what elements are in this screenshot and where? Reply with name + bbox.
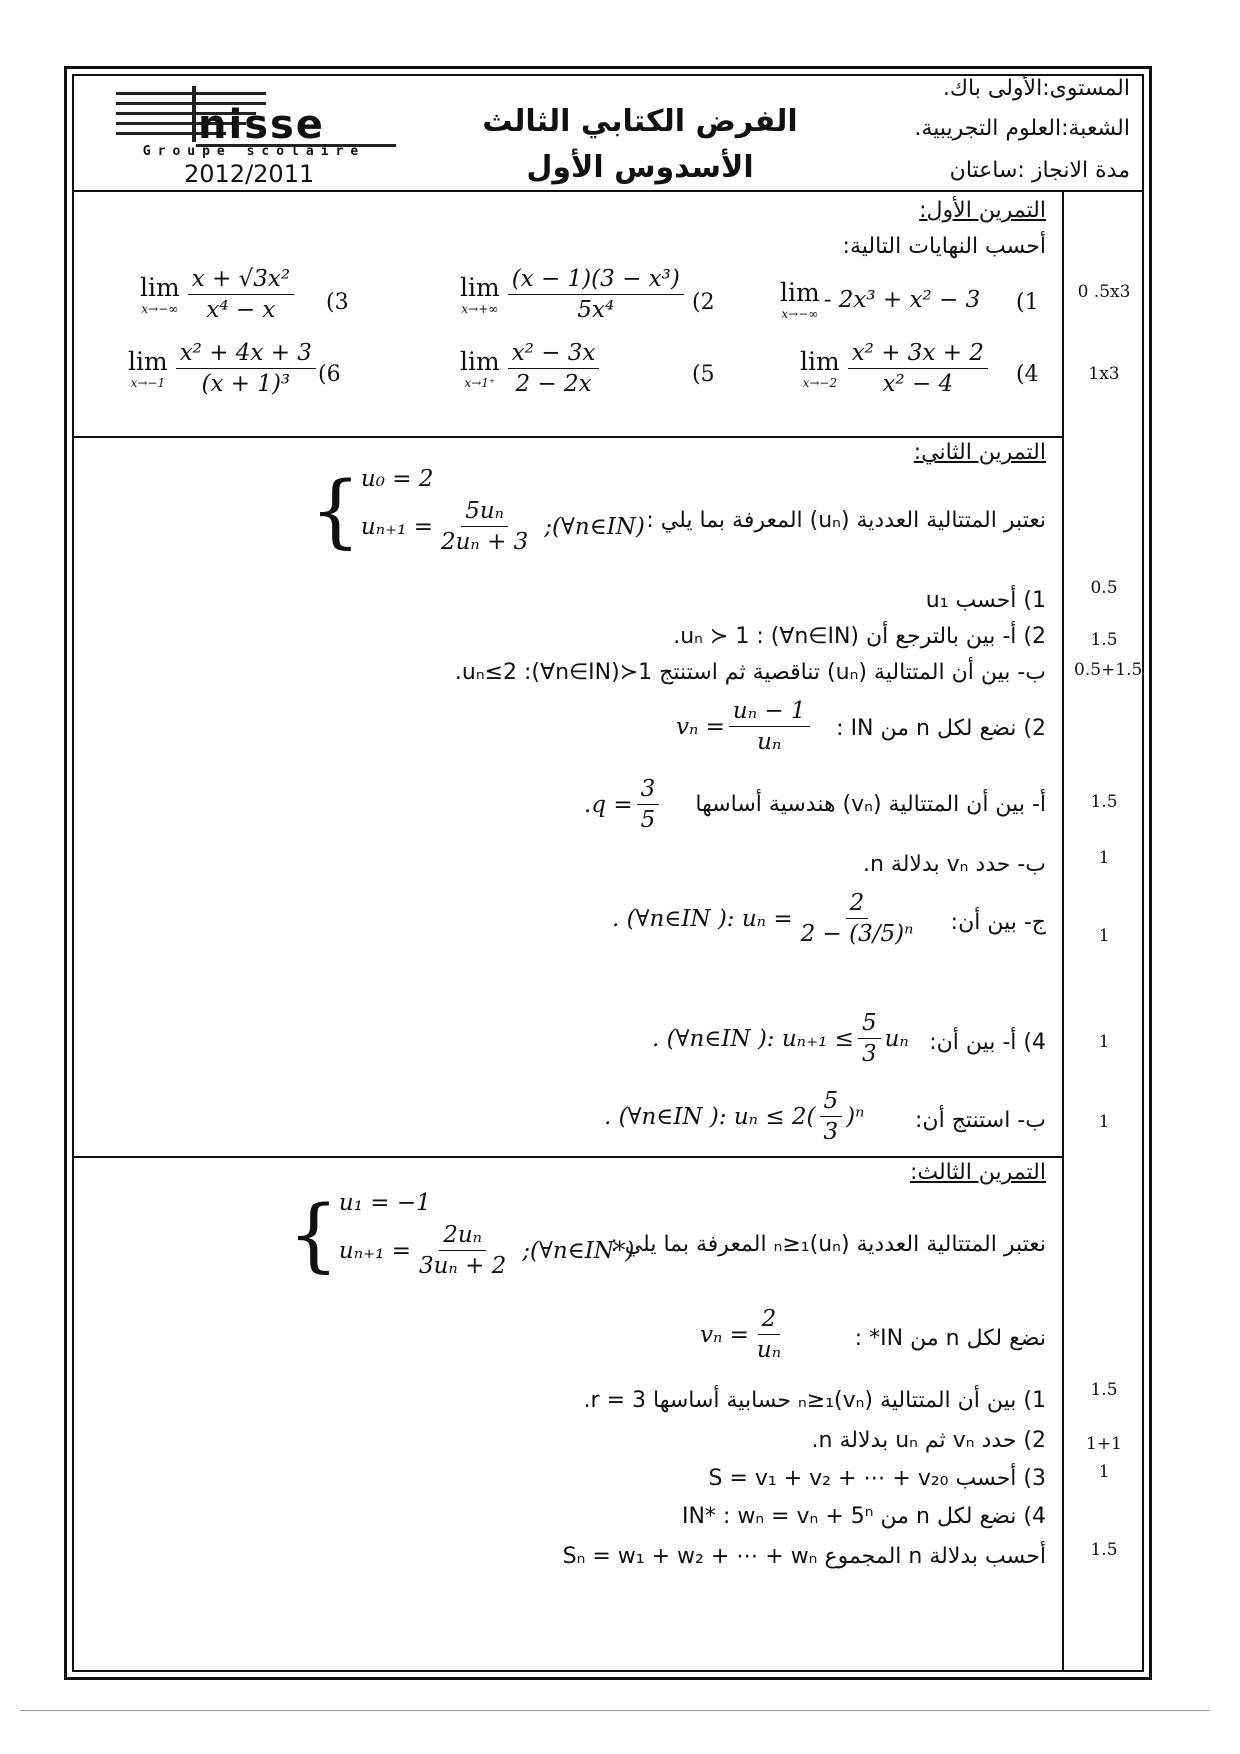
exercise2-q3c-formula: . (∀n∈IN ): uₙ = $\frac{2}{\text{2 − (3/5)ⁿ}}$ [612, 890, 914, 947]
exercise2-q3a-text: أ- بين أن المتتالية (vₙ) هندسية أساسها [695, 792, 1046, 817]
exercise2-points-q3c: 1 [1098, 926, 1110, 946]
exercise2-intro: نعتبر المتتالية العددية (uₙ) المعرفة بما يلي : [646, 508, 1046, 533]
header-level: المستوى:الأولى باك. [942, 76, 1130, 101]
exercise2-q4a-formula: . (∀n∈IN ): uₙ₊₁ ≤ $\frac{5}{3}$ uₙ [652, 1010, 909, 1067]
exercise3-def-text: نضع لكل n من IN* : [854, 1326, 1046, 1351]
exercise2-points-q2a: 1.5 [1090, 630, 1118, 650]
exercise1-divider [72, 436, 1062, 438]
exercise2-points-q3b: 1 [1098, 848, 1110, 868]
exercise2-points-q3a: 1.5 [1090, 792, 1118, 812]
exercise2-q2a: 2) أ- بين بالترجع أن uₙ ≻ 1 : (∀n∈IN). [673, 624, 1046, 649]
header-duration: مدة الانجاز :ساعتان [949, 158, 1130, 183]
limit-1-number: (1 [1016, 290, 1039, 315]
limit-6-number: (6 [318, 362, 341, 387]
exercise3-q3: 3) أحسب S = v₁ + v₂ + ⋯ + v₂₀ [708, 1466, 1046, 1491]
header-divider [72, 190, 1144, 192]
exercise3-points-q2: 1+1 [1086, 1434, 1122, 1454]
exercise3-points-q1: 1.5 [1090, 1380, 1118, 1400]
exercise1-instruction: أحسب النهايات التالية: [842, 234, 1046, 259]
exercise2-system: { u₀ = 2 uₙ₊₁ = $\frac{\text{5uₙ}}{\text{2uₙ + 3}}$ ;(∀n∈IN) [310, 463, 645, 557]
exercise3-intro: نعتبر المتتالية العددية (uₙ)ₙ≥₁ المعرفة بما يلي : [610, 1232, 1046, 1257]
exercise2-q1: 1) أحسب u₁ [925, 588, 1046, 613]
exercise2-q4b-text: ب- استنتج أن: [915, 1108, 1046, 1133]
exercise2-q3-text: 2) نضع لكل n من IN : [836, 716, 1046, 741]
logo-subtitle: Groupe scolaire [142, 144, 366, 159]
exercise3-points-q4: 1.5 [1090, 1540, 1118, 1560]
exercise2-q3c-text: ج- بين أن: [950, 910, 1046, 935]
limit-4-number: (4 [1016, 362, 1039, 387]
exercise3-q1: 1) بين أن المتتالية (vₙ)ₙ≥₁ حسابية أساسها r = 3. [583, 1388, 1046, 1413]
exercise2-points-q4a: 1 [1098, 1032, 1110, 1052]
exercise3-q2: 2) حدد vₙ ثم uₙ بدلالة n. [811, 1428, 1046, 1453]
exercise2-q3a-formula: .q = $\frac{3}{5}$ [584, 776, 663, 833]
exercise2-q4a-text: 4) أ- بين أن: [929, 1030, 1046, 1055]
limit-1: lim x→−∞ - 2x³ + x² − 3 [780, 278, 981, 321]
limit-5-number: (5 [692, 362, 715, 387]
points-column-divider [1062, 190, 1064, 1672]
exercise2-points-q2b: 0.5+1.5 [1074, 660, 1143, 680]
exercise2-q3-formula: vₙ = $\frac{\text{uₙ − 1}}{\text{uₙ}}$ [676, 698, 814, 755]
exercise3-def-formula: vₙ = $\frac{2}{\text{uₙ}}$ [700, 1306, 782, 1363]
logo-name: nisse [198, 102, 325, 148]
exercise2-heading: التمرين الثاني: [913, 440, 1046, 465]
exercise3-system: { u₁ = −1 uₙ₊₁ = $\frac{\text{2uₙ}}{\text{3uₙ + 2}}$ ;(∀n∈IN*) [288, 1187, 635, 1281]
exercise2-q4b-formula: . (∀n∈IN ): uₙ ≤ 2( $\frac{5}{3}$ )ⁿ [604, 1088, 865, 1145]
limit-2: lim x→+∞ $\frac{\text{(x − 1)(3 − x³)}}{\text{5x⁴}}$ [460, 266, 688, 323]
exercise2-q3b: ب- حدد vₙ بدلالة n. [862, 852, 1046, 877]
exercise2-points-q4b: 1 [1098, 1112, 1110, 1132]
exercise1-heading: التمرين الأول: [919, 198, 1046, 223]
limit-6: lim x→−1 $\frac{\text{x² + 4x + 3}}{\text{(x + 1)³}}$ [128, 340, 320, 397]
limit-2-number: (2 [692, 290, 715, 315]
exercise2-divider [72, 1156, 1062, 1158]
limit-4: lim x→−2 $\frac{\text{x² + 3x + 2}}{\text{x² − 4}}$ [800, 340, 992, 397]
exam-semester: الأسدوس الأول [526, 150, 754, 185]
limit-3-number: (3 [326, 290, 349, 315]
exercise3-heading: التمرين الثالث: [909, 1160, 1046, 1185]
exam-title: الفرض الكتابي الثالث [482, 104, 798, 139]
exercise3-q4b: أحسب بدلالة n المجموع Sₙ = w₁ + w₂ + ⋯ + wₙ [562, 1544, 1046, 1569]
exercise3-q4: 4) نضع لكل n من IN* : wₙ = vₙ + 5ⁿ [682, 1504, 1046, 1529]
exercise1-points-row2: 1x3 [1088, 364, 1120, 384]
limit-3: lim x→−∞ $\frac{\text{x + √3x²}}{\text{x⁴ − x}}$ [140, 266, 298, 323]
school-logo [96, 86, 416, 166]
exercise3-points-q3: 1 [1098, 1462, 1110, 1482]
header-branch: الشعبة:العلوم التجريبية. [914, 116, 1130, 141]
exercise2-points-q1: 0.5 [1090, 578, 1118, 598]
exercise1-points-row1: 0 .5x3 [1077, 282, 1131, 302]
footer-scan-line [20, 1710, 1210, 1711]
limit-5: lim x→1⁺ $\frac{\text{x² − 3x}}{2 - 2x}$ [460, 340, 603, 397]
school-year: 2012/2011 [184, 160, 315, 188]
exercise2-q2b: ب- بين أن المتتالية (uₙ) تناقصية ثم استنتج 1≺uₙ≤2 :(∀n∈IN). [454, 660, 1046, 685]
